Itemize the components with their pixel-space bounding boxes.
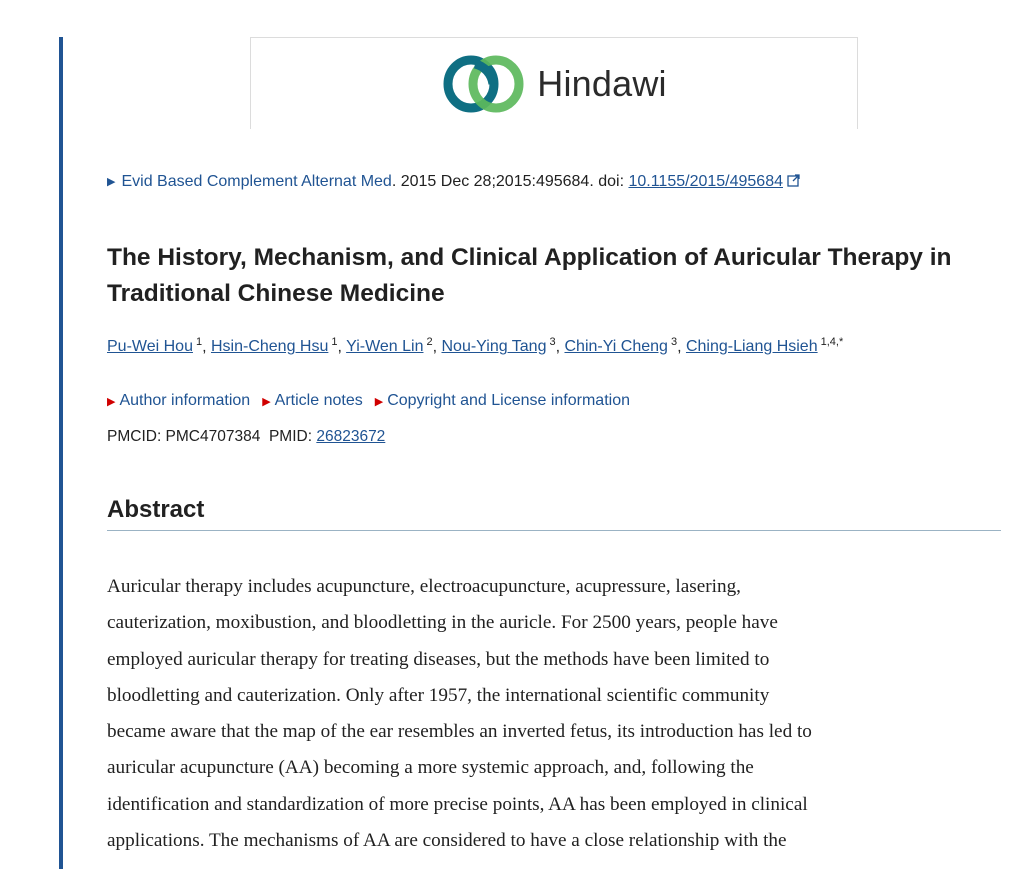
author-affiliation: 2 <box>426 336 433 348</box>
pmcid: PMCID: PMC4707384 <box>107 428 261 445</box>
pmid-link[interactable]: 26823672 <box>316 428 386 445</box>
caret-right-icon: ▶ <box>262 395 271 408</box>
author-link[interactable]: Yi-Wen Lin <box>346 338 424 356</box>
copyright-license-toggle[interactable] <box>375 392 630 410</box>
publisher-logo <box>441 54 666 114</box>
citation-details: . 2015 Dec 28;2015:495684. doi: <box>391 173 629 190</box>
abstract-line: identification and standardization of more precise points, AA has been employed in clinical <box>107 793 808 815</box>
publisher-name: Hindawi <box>537 62 667 104</box>
author-item <box>442 338 556 355</box>
author-list: Pu-Wei Hou $^1$, Hsin-Cheng Hsu $^1$, Yi-Wen Lin $^2$, Nou-Ying Tang $^3$, Chin-Yi Cheng $^3$, Ching-Liang Hsieh $^{1,4,*}$ <box>107 336 844 356</box>
caret-right-icon: ▶ <box>107 395 116 408</box>
author-affiliation: 1,4,* <box>820 336 844 348</box>
author-affiliation: 1 <box>331 336 338 348</box>
abstract-line: cauterization, moxibustion, and bloodletting in the auricle. For 2500 years, people have <box>107 612 778 634</box>
external-link-icon[interactable] <box>787 174 800 187</box>
author-item <box>686 338 843 355</box>
author-item <box>107 338 202 355</box>
journal-link[interactable]: Evid Based Complement Alternat Med <box>121 173 392 190</box>
abstract-line: bloodletting and cauterization. Only after 1957, the international scientific community <box>107 684 770 706</box>
abstract-heading: Abstract <box>107 496 205 523</box>
toggle-label: Copyright and License information <box>387 392 630 409</box>
author-item <box>211 338 338 355</box>
article-title: The History, Mechanism, and Clinical Application of Auricular Therapy in Traditional Chinese Medicine <box>107 244 952 307</box>
doi-link[interactable]: 10.1155/2015/495684 <box>628 173 783 190</box>
toggle-label: Article notes <box>274 392 363 409</box>
author-affiliation: 3 <box>670 336 678 348</box>
author-item <box>564 338 677 355</box>
left-accent-rule <box>59 37 63 869</box>
article-identifiers <box>107 428 385 446</box>
abstract-line: Auricular therapy includes acupuncture, electroacupuncture, acupressure, lasering, <box>107 576 741 597</box>
article-info-links <box>107 392 642 410</box>
publisher-banner[interactable] <box>250 37 858 129</box>
abstract-text <box>107 569 1007 859</box>
abstract-line: became aware that the map of the ear resembles an inverted fetus, its introduction has led to <box>107 721 812 743</box>
author-link[interactable]: Nou-Ying Tang <box>441 338 547 356</box>
author-link[interactable]: Pu-Wei Hou <box>107 338 193 356</box>
abstract-line: employed auricular therapy for treating diseases, but the methods have been limited to <box>107 648 770 670</box>
pmid-label: PMID: <box>268 428 313 445</box>
author-link[interactable]: Hsin-Cheng Hsu <box>210 338 329 356</box>
abstract-line: applications. The mechanisms of AA are considered to have a close relationship with the <box>107 830 787 852</box>
caret-right-icon: ▶ <box>107 176 116 188</box>
article-notes-toggle[interactable] <box>262 392 363 410</box>
author-affiliation: 3 <box>549 336 556 348</box>
author-link[interactable]: Chin-Yi Cheng <box>564 338 668 356</box>
caret-right-icon: ▶ <box>374 395 384 408</box>
hindawi-rings-icon <box>441 54 527 114</box>
abstract-divider <box>107 530 1001 531</box>
author-item <box>346 338 433 355</box>
citation-line <box>107 173 800 191</box>
toggle-label: Author information <box>119 392 251 409</box>
author-information-toggle[interactable] <box>107 392 250 410</box>
author-link[interactable]: Ching-Liang Hsieh <box>685 338 818 356</box>
abstract-line: auricular acupuncture (AA) becoming a more systemic approach, and, following the <box>107 757 754 779</box>
author-affiliation: 1 <box>195 336 203 348</box>
